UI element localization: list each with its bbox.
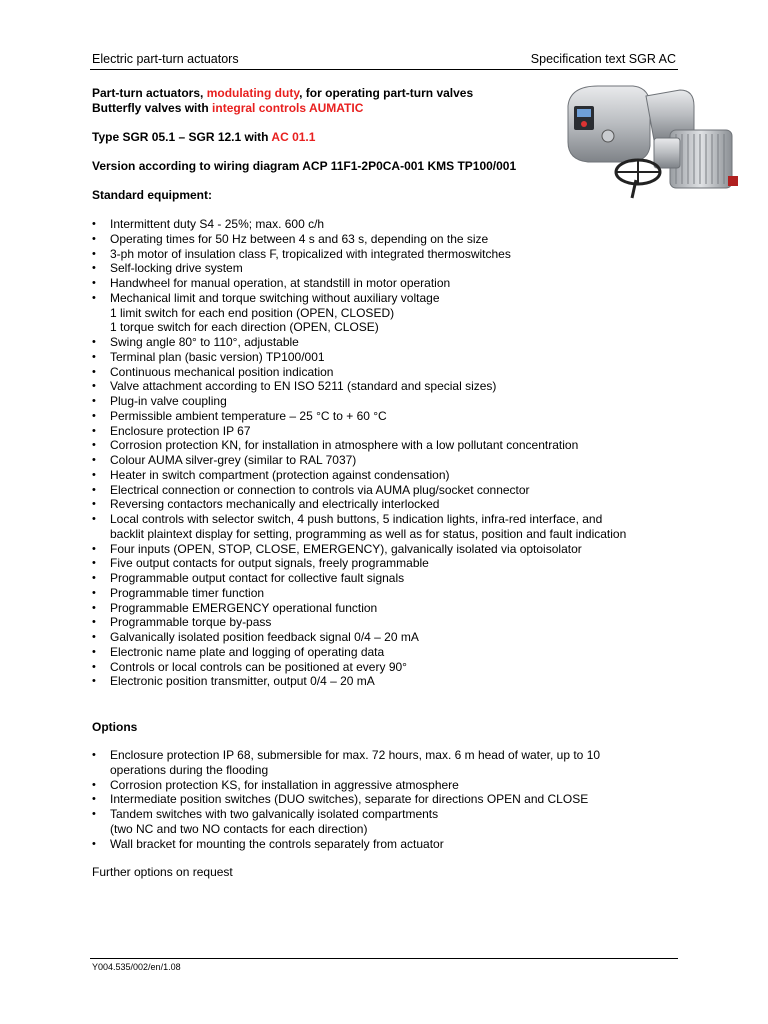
list-item: • Swing angle 80° to 110°, adjustable <box>92 335 682 350</box>
list-item: • Intermediate position switches (DUO switches), separate for directions OPEN and CLOSE <box>92 792 682 807</box>
list-item: • Continuous mechanical position indication <box>92 365 682 380</box>
list-item-text: Enclosure protection IP 68, submersible for max. 72 hours, max. 6 m head of water, up to 10 <box>110 748 601 762</box>
list-item: • Terminal plan (basic version) TP100/001 <box>92 350 682 365</box>
type-line <box>92 130 315 144</box>
list-item: • Handwheel for manual operation, at standstill in motor operation <box>92 276 682 291</box>
header-right: Specification text SGR AC <box>530 52 676 66</box>
intro-line-2 <box>92 101 363 115</box>
footer-divider <box>90 958 678 959</box>
type-text: Type SGR 05.1 – SGR 12.1 with <box>92 130 272 144</box>
list-item: • Electronic position transmitter, output 0/4 – 20 mA <box>92 674 682 689</box>
header-left: Electric part-turn actuators <box>92 52 239 66</box>
options-list <box>92 748 682 851</box>
list-item: • Four inputs (OPEN, STOP, CLOSE, EMERGENCY), galvanically isolated via optoisolator <box>92 542 682 557</box>
list-item <box>92 512 682 542</box>
list-item-text: Tandem switches with two galvanically isolated compartments <box>110 807 439 821</box>
standard-equipment-heading: Standard equipment: <box>92 188 213 202</box>
list-item: • Intermittent duty S4 - 25%; max. 600 c/h <box>92 217 682 232</box>
list-item-text: Mechanical limit and torque switching without auxiliary voltage <box>110 290 440 305</box>
list-item-text: Local controls with selector switch, 4 push buttons, 5 indication lights, infra-red interface, and <box>110 512 603 526</box>
list-item: • Wall bracket for mounting the controls separately from actuator <box>92 837 682 852</box>
list-item: • Programmable EMERGENCY operational function <box>92 601 682 616</box>
list-item <box>92 291 682 335</box>
intro-highlight: integral controls AUMATIC <box>212 101 364 115</box>
list-item <box>92 748 682 778</box>
intro-text: Butterfly valves with <box>92 101 213 115</box>
list-item: • Reversing contactors mechanically and electrically interlocked <box>92 497 682 512</box>
intro-text: Part-turn actuators, <box>92 86 207 100</box>
intro-highlight: modulating duty <box>206 86 300 100</box>
list-item: • Five output contacts for output signals, freely programmable <box>92 556 682 571</box>
standard-equipment-list <box>92 217 682 689</box>
type-highlight: AC 01.1 <box>271 130 316 144</box>
list-item: • Corrosion protection KS, for installation in aggressive atmosphere <box>92 778 682 793</box>
list-item: • Programmable torque by-pass <box>92 615 682 630</box>
list-item: • Enclosure protection IP 67 <box>92 424 682 439</box>
list-item: • Corrosion protection KN, for installation in atmosphere with a low pollutant concentration <box>92 438 682 453</box>
list-item-subline: 1 limit switch for each end position (OPEN, CLOSED) <box>110 305 395 320</box>
further-options-note: Further options on request <box>92 865 233 879</box>
list-item: • Galvanically isolated position feedback signal 0/4 – 20 mA <box>92 630 682 645</box>
list-item: • Colour AUMA silver-grey (similar to RAL 7037) <box>92 453 682 468</box>
list-item-subline: (two NC and two NO contacts for each direction) <box>110 821 368 836</box>
list-item: • Operating times for 50 Hz between 4 s and 63 s, depending on the size <box>92 232 682 247</box>
list-item: • Permissible ambient temperature – 25 °C to + 60 °C <box>92 409 682 424</box>
header-divider <box>90 69 678 70</box>
list-item: • Electrical connection or connection to controls via AUMA plug/socket connector <box>92 483 682 498</box>
list-item: • Self-locking drive system <box>92 261 682 276</box>
list-item: • Programmable output contact for collective fault signals <box>92 571 682 586</box>
list-item: • Programmable timer function <box>92 586 682 601</box>
list-item-subline: backlit plaintext display for setting, programming as well as for status, position and fault indication <box>110 526 627 541</box>
list-item: • Electronic name plate and logging of operating data <box>92 645 682 660</box>
list-item: • Heater in switch compartment (protection against condensation) <box>92 468 682 483</box>
footer-doc-id: Y004.535/002/en/1.08 <box>92 962 181 972</box>
list-item-subline: operations during the flooding <box>110 762 269 777</box>
list-item: • 3-ph motor of insulation class F, tropicalized with integrated thermoswitches <box>92 247 682 262</box>
list-item: • Controls or local controls can be positioned at every 90° <box>92 660 682 675</box>
list-item: • Plug-in valve coupling <box>92 394 682 409</box>
list-item-subline: 1 torque switch for each direction (OPEN, CLOSE) <box>110 320 379 335</box>
list-item: • Valve attachment according to EN ISO 5211 (standard and special sizes) <box>92 379 682 394</box>
version-line: Version according to wiring diagram ACP 11F1-2P0CA-001 KMS TP100/001 <box>92 159 517 173</box>
list-item <box>92 807 682 837</box>
actuator-image <box>558 76 748 206</box>
intro-line-1 <box>92 86 473 100</box>
options-heading: Options <box>92 720 138 734</box>
intro-text: , for operating part-turn valves <box>299 86 474 100</box>
